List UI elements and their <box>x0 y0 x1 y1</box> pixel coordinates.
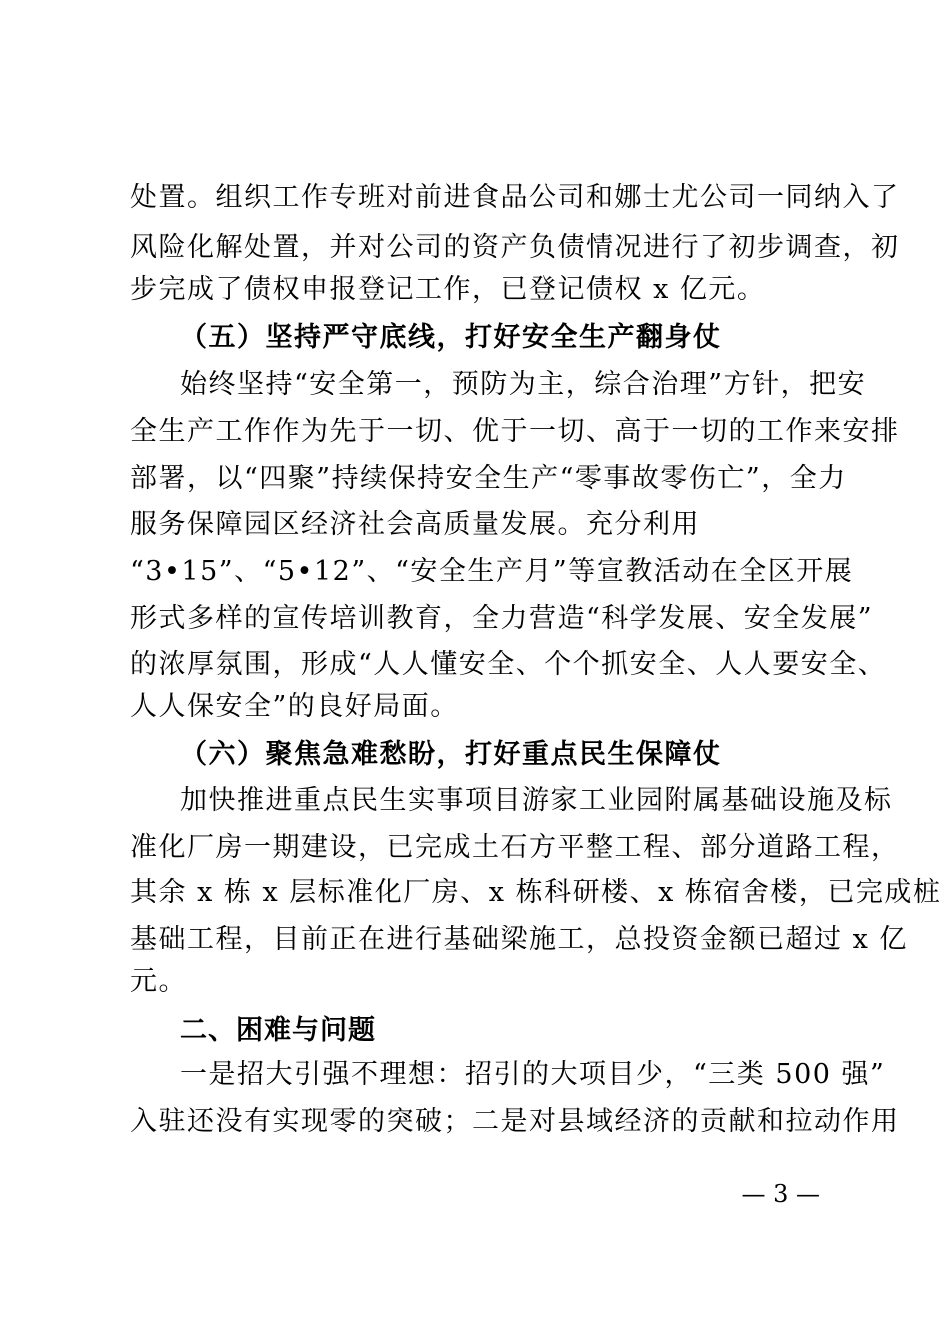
paragraph-line: 入驻还没有实现零的突破；二是对县域经济的贡献和拉动作用 <box>130 1106 900 1137</box>
paragraph-line: 风险化解处置，并对公司的资产负债情况进行了初步调查，初 <box>130 232 900 263</box>
paragraph-line: “3•15”、“5•12”、“安全生产月”等宣教活动在全区开展 <box>130 556 854 587</box>
paragraph-line: 基础工程，目前正在进行基础梁施工，总投资金额已超过 x 亿 <box>130 924 908 955</box>
section-heading-5: （五）坚持严守底线，打好安全生产翻身仗 <box>180 322 722 353</box>
paragraph-line: 的浓厚氛围，形成“人人懂安全、个个抓安全、人人要安全、 <box>130 649 887 680</box>
paragraph-line: 元。 <box>130 966 187 997</box>
paragraph-line: 一是招大引强不理想：招引的大项目少，“三类 500 强” <box>180 1059 886 1090</box>
paragraph-line: 始终坚持“安全第一，预防为主，综合治理”方针，把安 <box>180 369 867 400</box>
section-heading-6: （六）聚焦急难愁盼，打好重点民生保障仗 <box>180 739 722 770</box>
page-number: — 3 — <box>741 1180 820 1208</box>
paragraph-line: 准化厂房一期建设，已完成土石方平整工程、部分道路工程， <box>130 832 900 863</box>
paragraph-line: 处置。组织工作专班对前进食品公司和娜士尤公司一同纳入了 <box>130 182 900 213</box>
paragraph-line: 服务保障园区经济社会高质量发展。充分利用 <box>130 509 700 540</box>
paragraph-line: 人人保安全”的良好局面。 <box>130 691 459 722</box>
paragraph-line: 其余 x 栋 x 层标准化厂房、x 栋科研楼、x 栋宿舍楼，已完成桩 <box>130 877 942 908</box>
section-heading-difficulties: 二、困难与问题 <box>180 1015 376 1046</box>
paragraph-line: 形式多样的宣传培训教育，全力营造“科学发展、安全发展” <box>130 603 874 634</box>
paragraph-line: 部署，以“四聚”持续保持安全生产“零事故零伤亡”，全力 <box>130 463 847 494</box>
paragraph-line: 步完成了债权申报登记工作，已登记债权 x 亿元。 <box>130 274 766 305</box>
paragraph-line: 加快推进重点民生实事项目游家工业园附属基础设施及标 <box>180 785 893 816</box>
paragraph-line: 全生产工作作为先于一切、优于一切、高于一切的工作来安排 <box>130 416 900 447</box>
